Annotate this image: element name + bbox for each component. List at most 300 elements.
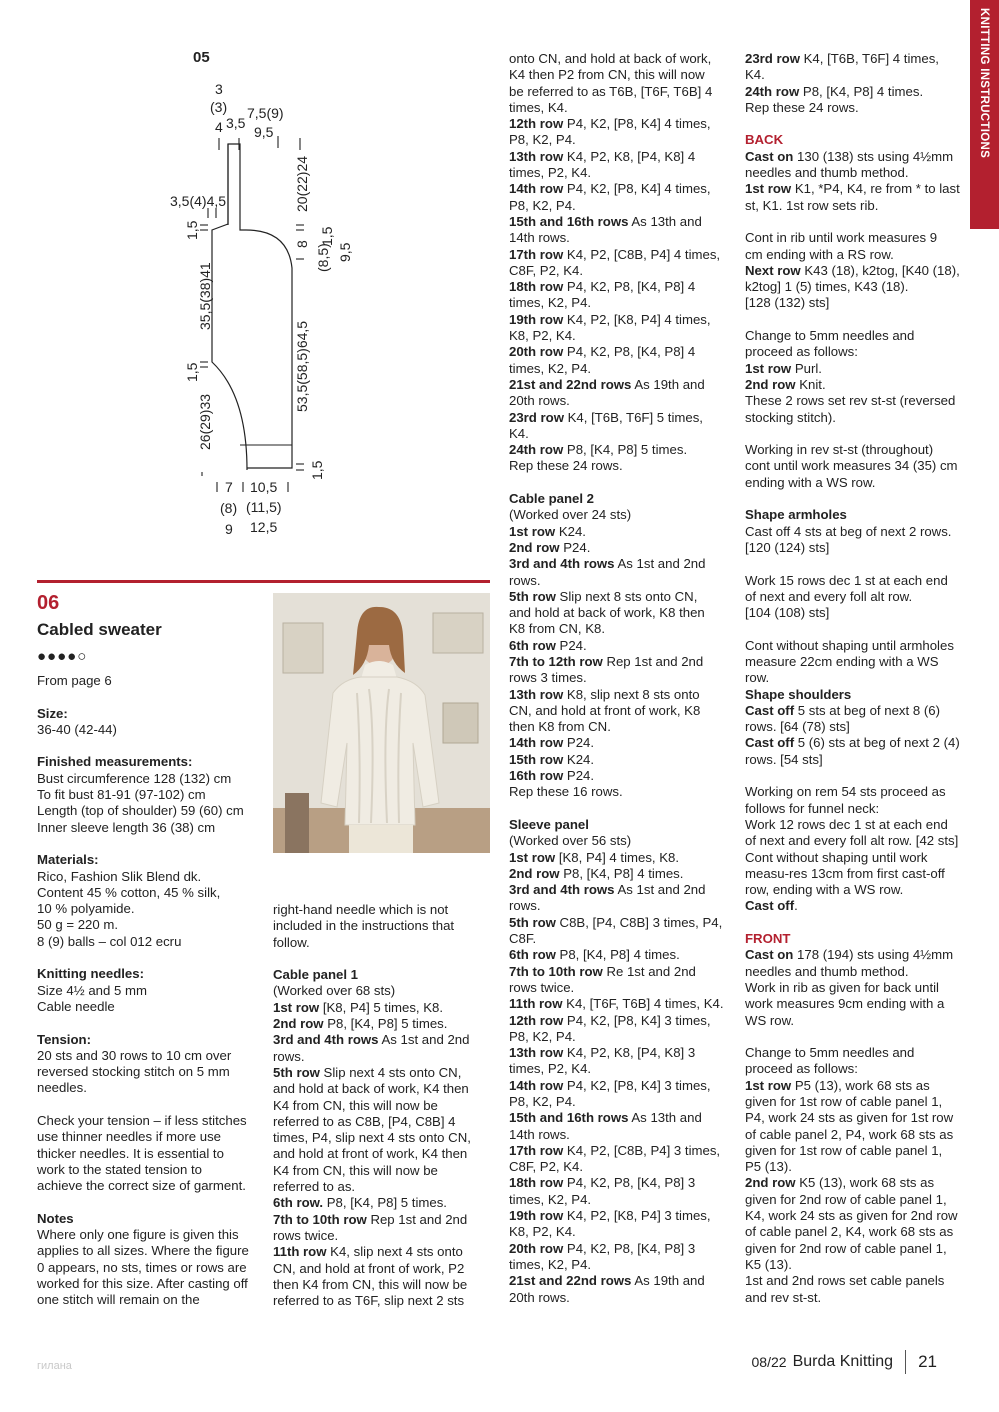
page-footer	[752, 1350, 937, 1374]
text-line: row.	[745, 670, 770, 686]
text-line: referred to as.	[273, 1179, 356, 1195]
row-text: C8B, [P4, C8B] 3 times, P4,	[555, 914, 723, 930]
row-text: K4, P2, K8, [P4, K8] 3	[563, 1045, 696, 1061]
row-text: P8, [K4, P8] 5 times.	[323, 1195, 447, 1211]
row-text: P5 (13), work 68 sts as	[791, 1077, 930, 1093]
text-line: 20 sts and 30 rows to 10 cm over	[37, 1047, 232, 1063]
row-line	[509, 1110, 741, 1126]
row-line	[509, 947, 741, 963]
finished-heading: Finished measurements:	[37, 754, 193, 770]
row-label: 17th row	[509, 246, 564, 262]
text-line: Change to 5mm needles and	[745, 1045, 915, 1061]
text-line: be referred to as T6B, [T6F, T6B] 4	[509, 83, 713, 99]
row-line	[509, 1175, 741, 1191]
text-line: [128 (132) sts]	[745, 295, 830, 311]
row-line	[509, 768, 741, 784]
row-text: Re 1st and 2nd	[602, 963, 696, 979]
row-line	[273, 1212, 498, 1228]
dim-label: 1,5	[184, 362, 200, 382]
text-line: Cast off 4 sts at beg of next 2 rows.	[745, 523, 952, 539]
text-line: included in the instructions that	[273, 918, 455, 934]
row-line	[745, 84, 967, 100]
back-heading: BACK	[745, 132, 784, 148]
text-line: of cable panel 2, K4, work 68 sts as	[745, 1224, 954, 1240]
dim-label: 35,5(38)41	[197, 262, 213, 330]
row-text: K24.	[555, 523, 586, 539]
text-line: needles.	[37, 1080, 87, 1096]
row-line	[745, 947, 967, 963]
dim-label: (8)	[220, 500, 238, 516]
text-line: times, P4, slip next 4 sts onto CN,	[273, 1130, 471, 1146]
text-line: given for 1st row of cable panel 1,	[745, 1094, 943, 1109]
row-text: .	[794, 898, 798, 914]
row-label: 5th row	[509, 914, 556, 930]
text-line: and rev st-st.	[745, 1289, 822, 1305]
row-text: P8, [K4, P8] 5 times.	[563, 442, 688, 458]
text-line: then K4 from CN, this will now be	[273, 1276, 468, 1292]
row-label: 7th to 10th row	[273, 1211, 367, 1227]
row-text: As 19th and	[631, 1273, 705, 1289]
row-text: Knit.	[795, 376, 826, 392]
row-label: 6th row	[509, 947, 556, 963]
row-line	[509, 687, 741, 703]
text-line: [120 (124) sts]	[745, 539, 830, 555]
row-label: 1st row	[273, 999, 320, 1015]
row-label: 6th row	[509, 637, 556, 653]
dim-label: 1,5	[184, 220, 200, 240]
row-label: 14th row	[509, 1077, 564, 1093]
text-line: of next and every foll alt row.	[745, 588, 913, 604]
text-line: times, P2, K4.	[509, 165, 592, 181]
row-label: Cast on	[745, 947, 794, 963]
text-line: K4, work 24 sts as given for 2nd row	[745, 1208, 958, 1224]
text-line: use thinner needles if more use	[37, 1129, 222, 1145]
dim-label: 53,5(58,5)64,5	[294, 320, 310, 412]
text-line: rows twice.	[273, 1227, 339, 1243]
text-line: applies to all sizes. Where the figure	[37, 1243, 249, 1259]
row-line	[509, 866, 741, 882]
row-line	[509, 1013, 741, 1029]
row-line	[509, 149, 741, 165]
row-line	[509, 589, 741, 605]
row-line	[745, 263, 967, 279]
text-line: K8, P2, K4.	[509, 1224, 576, 1240]
row-line	[273, 1065, 498, 1081]
text-line: worked for this size. After casting off	[37, 1275, 248, 1291]
dim-label: 9,5	[254, 124, 274, 140]
text-line: and hold at back of work, K8 then	[509, 605, 705, 621]
text-line: times, K2, P4.	[509, 1191, 592, 1207]
from-page: From page 6	[37, 673, 112, 688]
row-label: 11th row	[273, 1244, 327, 1260]
text-line: times, P2, K4.	[509, 1061, 592, 1077]
column-4	[745, 51, 967, 1306]
dim-label: 7,5(9)	[247, 105, 284, 121]
row-label: Cast off	[745, 702, 795, 718]
row-line	[745, 51, 967, 67]
row-text: P24.	[559, 539, 591, 555]
row-label: 2nd row	[745, 1175, 796, 1191]
size-heading: Size:	[37, 705, 68, 721]
row-text: P8, [K4, P8] 5 times.	[323, 1016, 448, 1032]
dim-label: 8	[294, 240, 310, 248]
text-line: k2tog] 1 (5) times, K43 (18).	[745, 279, 909, 295]
text-line: 1st and 2nd rows set cable panels	[745, 1273, 945, 1289]
dim-label: (8,5)	[315, 243, 331, 272]
row-line	[745, 361, 967, 377]
row-label: Cast off	[745, 735, 795, 751]
row-text: P4, K2, [P8, K4] 4 times,	[563, 116, 711, 132]
row-label: 24th row	[745, 83, 800, 99]
row-text: P8, [K4, P8] 4 times.	[555, 947, 680, 963]
row-line	[745, 181, 967, 197]
row-text: 178 (194) sts using 4½mm	[793, 947, 954, 963]
text-line: st, K1. 1st row sets rib.	[745, 197, 879, 213]
text-line: Check your tension – if less stitches	[37, 1113, 247, 1129]
row-label: Cast off	[745, 898, 795, 914]
dim-label: 9,5	[337, 242, 353, 262]
row-text: K4, P2, [K8, P4] 4 times,	[563, 311, 711, 327]
row-line	[745, 898, 967, 914]
row-label: 5th row	[509, 588, 556, 604]
dim-label: 1,5	[309, 460, 325, 480]
dim-label: 4	[215, 119, 223, 135]
row-label: 13th row	[509, 686, 564, 702]
dim-label: (11,5)	[246, 499, 282, 515]
text-line: 20th rows.	[509, 1289, 570, 1305]
row-text: Slip next 8 sts onto CN,	[555, 588, 698, 604]
row-text: P4, K2, P8, [K4, P8] 3	[563, 1240, 696, 1256]
row-line	[509, 752, 741, 768]
text-line: Working in rev st-st (throughout)	[745, 442, 934, 458]
row-text: As 13th and	[628, 213, 702, 229]
row-label: 20th row	[509, 344, 564, 360]
row-line	[273, 1016, 498, 1032]
row-text: P24.	[563, 768, 595, 784]
row-text: P4, K2, P8, [K4, P8] 4	[563, 344, 696, 360]
row-text: Rep 1st and 2nd	[602, 653, 704, 669]
needles-heading: Knitting needles:	[37, 966, 144, 982]
row-line	[509, 638, 741, 654]
text-line: Rep these 24 rows.	[745, 99, 859, 115]
magazine-name: Burda Knitting	[792, 1353, 894, 1370]
row-line	[745, 703, 967, 719]
column-3	[509, 51, 741, 1306]
row-label: 2nd row	[745, 376, 796, 392]
text-line: times, K4.	[509, 99, 568, 115]
text-line: Cont without shaping until armholes	[745, 637, 954, 653]
row-label: 15th and 16th rows	[509, 213, 629, 229]
row-text: K1, *P4, K4, re from * to last	[791, 181, 960, 197]
row-text: P4, K2, [P8, K4] 3 times,	[563, 1077, 711, 1093]
text-line: proceed as follows:	[745, 1061, 858, 1077]
row-label: 1st row	[509, 523, 556, 539]
text-line: Content 45 % cotton, 45 % silk,	[37, 884, 221, 900]
size-value: 36-40 (42-44)	[37, 721, 117, 737]
row-text: P8, [K4, P8] 4 times.	[559, 865, 684, 881]
row-text: Purl.	[791, 360, 822, 376]
text-line: proceed as follows:	[745, 344, 858, 360]
text-line: measure 22cm ending with a WS	[745, 653, 939, 669]
row-label: 23rd row	[509, 409, 564, 425]
row-line	[509, 279, 741, 295]
text-line: then K8 from CN.	[509, 719, 611, 735]
row-text: [K8, P4] 4 times, K8.	[555, 849, 680, 865]
text-line: C8F.	[509, 931, 537, 947]
column-1	[37, 673, 267, 1309]
row-label: 7th to 10th row	[509, 963, 603, 979]
row-text: 130 (138) sts using 4½mm	[793, 148, 954, 164]
row-line	[273, 1195, 498, 1211]
row-label: 24th row	[509, 442, 564, 458]
shape-armholes-heading: Shape armholes	[745, 507, 847, 523]
row-line	[745, 149, 967, 165]
text-line: of cable panel 2, P4, work 68 sts as	[745, 1126, 954, 1142]
text-line: onto CN, and hold at back of work,	[509, 51, 712, 66]
text-line: needles and thumb method.	[745, 963, 909, 979]
text-line: rows.	[273, 1048, 305, 1064]
row-label: Next row	[745, 262, 801, 278]
text-line: times, K2, P4.	[509, 360, 592, 376]
sweater-photo	[273, 593, 490, 853]
row-text: K4, P2, [C8B, P4] 3 times,	[563, 1142, 721, 1158]
row-text: P24.	[563, 735, 595, 751]
text-line: rows.	[509, 898, 541, 914]
row-line	[509, 1143, 741, 1159]
front-heading: FRONT	[745, 931, 791, 947]
row-line	[509, 996, 741, 1012]
row-label: 7th to 12th row	[509, 653, 603, 669]
row-line	[509, 377, 741, 393]
row-line	[745, 1078, 967, 1094]
row-text: 5 sts at beg of next 8 (6)	[794, 702, 940, 718]
row-text: K43 (18), k2tog, [K40 (18),	[800, 262, 960, 278]
row-text: As 19th and	[631, 376, 705, 392]
text-line: C8F, P2, K4.	[509, 262, 584, 278]
row-text: P8, [K4, P8] 4 times.	[799, 83, 924, 99]
row-line	[509, 556, 741, 572]
notes-heading: Notes	[37, 1210, 74, 1226]
footer-divider	[905, 1350, 906, 1374]
row-text: Slip next 4 sts onto CN,	[319, 1064, 462, 1080]
text-line: K4.	[745, 67, 765, 83]
dim-label: 26(29)33	[197, 393, 213, 450]
text-line: (Worked over 68 sts)	[273, 983, 396, 999]
row-text: P4, K2, [P8, K4] 4 times,	[563, 181, 711, 197]
row-text: K4, P2, [K8, P4] 3 times,	[563, 1208, 711, 1224]
row-line	[745, 1175, 967, 1191]
row-label: 3rd and 4th rows	[509, 882, 615, 898]
text-line: Bust circumference 128 (132) cm	[37, 770, 232, 786]
text-line: P8, K2, P4.	[509, 1094, 576, 1109]
text-line: Where only one figure is given this	[37, 1227, 239, 1243]
row-line	[509, 1273, 741, 1289]
text-line: K4 then P2 from CN, this will now	[509, 67, 705, 83]
row-line	[509, 654, 741, 670]
row-line	[509, 964, 741, 980]
text-line: Rep these 24 rows.	[509, 458, 623, 474]
text-line: follow.	[273, 934, 310, 950]
page-number: 21	[918, 1352, 937, 1371]
issue-number: 08/22	[751, 1354, 787, 1370]
text-line: C8F, P2, K4.	[509, 1159, 584, 1175]
text-line: referred to as T6F, slip next 2 sts	[273, 1293, 465, 1309]
sleeve-schematic-diagram	[160, 40, 370, 550]
dim-label: 7	[225, 479, 233, 495]
text-line: P8, K2, P4.	[509, 1028, 576, 1044]
row-line	[509, 442, 741, 458]
row-line	[509, 735, 741, 751]
row-label: 19th row	[509, 1208, 564, 1224]
row-label: 15th and 16th rows	[509, 1110, 629, 1126]
section-tab	[970, 0, 999, 229]
row-line	[745, 735, 967, 751]
row-text: 5 (6) sts at beg of next 2 (4)	[794, 735, 960, 751]
row-line	[509, 915, 741, 931]
row-text: K4, [T6F, T6B] 4 times, K4.	[562, 996, 724, 1012]
row-label: 1st row	[745, 360, 792, 376]
text-line: reversed stocking stitch on 5 mm	[37, 1064, 230, 1080]
row-label: 21st and 22nd rows	[509, 1273, 632, 1289]
text-line: given for 2nd row of cable panel 1,	[745, 1240, 947, 1256]
row-text: K5 (13), work 68 sts as	[795, 1175, 935, 1191]
row-text: P4, K2, P8, [K4, P8] 3	[563, 1175, 696, 1191]
text-line: ending with a WS row.	[745, 474, 876, 490]
row-text: P24.	[555, 637, 587, 653]
text-line: K8, P2, K4.	[509, 328, 576, 344]
text-line: Cont without shaping until work	[745, 849, 928, 865]
row-text: K4, [T6B, T6F] 5 times,	[563, 409, 703, 425]
dim-label: (3)	[210, 99, 228, 115]
row-text: K24.	[563, 751, 595, 767]
row-label: 5th row	[273, 1064, 320, 1080]
text-line: 10 % polyamide.	[37, 901, 135, 917]
dim-label: 3,5	[226, 115, 246, 131]
row-label: 12th row	[509, 1012, 564, 1028]
row-line	[509, 882, 741, 898]
row-line	[509, 247, 741, 263]
text-line: and hold at front of work, K4 then	[273, 1146, 468, 1162]
text-line: CN, and hold at front of work, K8	[509, 702, 701, 718]
text-line: Rep these 16 rows.	[509, 784, 623, 800]
text-line: Change to 5mm needles and	[745, 328, 915, 344]
text-line: times, K2, P4.	[509, 1256, 592, 1272]
shape-shoulders-heading: Shape shoulders	[745, 686, 852, 702]
text-line: K5 (13).	[745, 1256, 792, 1272]
dim-label: 3,5(4)4,5	[170, 193, 227, 209]
text-line: 14th rows.	[509, 1126, 570, 1142]
row-line	[509, 344, 741, 360]
text-line: Inner sleeve length 36 (38) cm	[37, 819, 216, 835]
row-line	[509, 116, 741, 132]
row-text: K4, [T6B, T6F] 4 times,	[799, 51, 939, 66]
row-label: 2nd row	[509, 865, 560, 881]
text-line: rows 3 times.	[509, 670, 587, 686]
text-line: Rico, Fashion Slik Blend dk.	[37, 868, 202, 884]
row-label: 18th row	[509, 279, 564, 295]
row-label: 19th row	[509, 311, 564, 327]
row-line	[509, 312, 741, 328]
row-label: 14th row	[509, 181, 564, 197]
text-line: thicker needles. It is essential to	[37, 1145, 224, 1161]
row-line	[273, 1032, 498, 1048]
text-line: P8, K2, P4.	[509, 197, 576, 213]
text-line: K4 from CN, this will now be	[273, 1162, 438, 1178]
cable-panel-1-heading: Cable panel 1	[273, 967, 359, 983]
column-2	[273, 902, 498, 1309]
row-label: 2nd row	[273, 1016, 324, 1032]
difficulty-rating: ●●●●○	[37, 648, 88, 665]
watermark: гилана	[37, 1360, 72, 1372]
row-line	[745, 377, 967, 393]
text-line: cont until work measures 34 (35) cm	[745, 458, 958, 474]
row-label: 15th row	[509, 751, 564, 767]
text-line: K8 from CN, K8.	[509, 621, 606, 637]
model-illustration	[273, 593, 490, 853]
row-label: 6th row.	[273, 1195, 324, 1211]
dim-label: 10,5	[250, 479, 278, 495]
text-line: [104 (108) sts]	[745, 605, 830, 621]
row-label: 17th row	[509, 1142, 564, 1158]
row-label: 1st row	[745, 181, 792, 197]
text-line: Length (top of shoulder) 59 (60) cm	[37, 803, 244, 819]
sleeve-panel-heading: Sleeve panel	[509, 816, 589, 832]
text-line: referred to as C8B, [P4, C8B] 4	[273, 1113, 456, 1129]
text-line: Work in rib as given for back until	[745, 979, 939, 995]
row-text: K4, P2, K8, [P4, K8] 4	[563, 148, 696, 164]
text-line: right-hand needle which is not	[273, 902, 449, 917]
section-rule	[37, 580, 490, 583]
text-line: measu-res 13cm from first cast-off	[745, 865, 945, 881]
text-line: achieve the correct size of garment.	[37, 1178, 246, 1194]
row-label: Cast on	[745, 148, 794, 164]
row-line	[509, 214, 741, 230]
row-text: As 13th and	[628, 1110, 702, 1126]
row-line	[509, 181, 741, 197]
row-line	[509, 1078, 741, 1094]
text-line: rows. [54 sts]	[745, 751, 823, 767]
row-label: 11th row	[509, 996, 563, 1012]
row-label: 1st row	[745, 1077, 792, 1093]
text-line: (Worked over 56 sts)	[509, 833, 632, 849]
row-label: 12th row	[509, 116, 564, 132]
row-label: 23rd row	[745, 51, 800, 66]
row-label: 13th row	[509, 148, 564, 164]
row-label: 13th row	[509, 1045, 564, 1061]
pattern-number: 06	[37, 592, 60, 614]
row-text: Rep 1st and 2nd	[366, 1211, 468, 1227]
text-line: P8, K2, P4.	[509, 132, 576, 148]
text-line: stocking stitch).	[745, 409, 836, 425]
text-line: and hold at back of work, K4 then	[273, 1081, 469, 1097]
text-line: (Worked over 24 sts)	[509, 507, 632, 523]
text-line: given for 2nd row of cable panel 1,	[745, 1191, 947, 1207]
text-line: one stitch will remain on the	[37, 1292, 200, 1308]
text-line: 14th rows.	[509, 230, 570, 246]
dim-label: 1,5	[319, 226, 335, 246]
row-text: K8, slip next 8 sts onto	[563, 686, 700, 702]
row-label: 1st row	[509, 849, 556, 865]
row-text: K4, slip next 4 sts onto	[326, 1244, 463, 1260]
text-line: rows twice.	[509, 979, 575, 995]
row-text: P4, K2, [P8, K4] 3 times,	[563, 1012, 711, 1028]
text-line: rows. [64 (78) sts]	[745, 719, 850, 735]
cable-panel-2-heading: Cable panel 2	[509, 491, 595, 507]
dim-label: 9	[225, 521, 233, 537]
text-line: CN, and hold at front of work, P2	[273, 1260, 465, 1276]
row-text: P4, K2, P8, [K4, P8] 4	[563, 279, 696, 295]
row-line	[273, 1000, 498, 1016]
